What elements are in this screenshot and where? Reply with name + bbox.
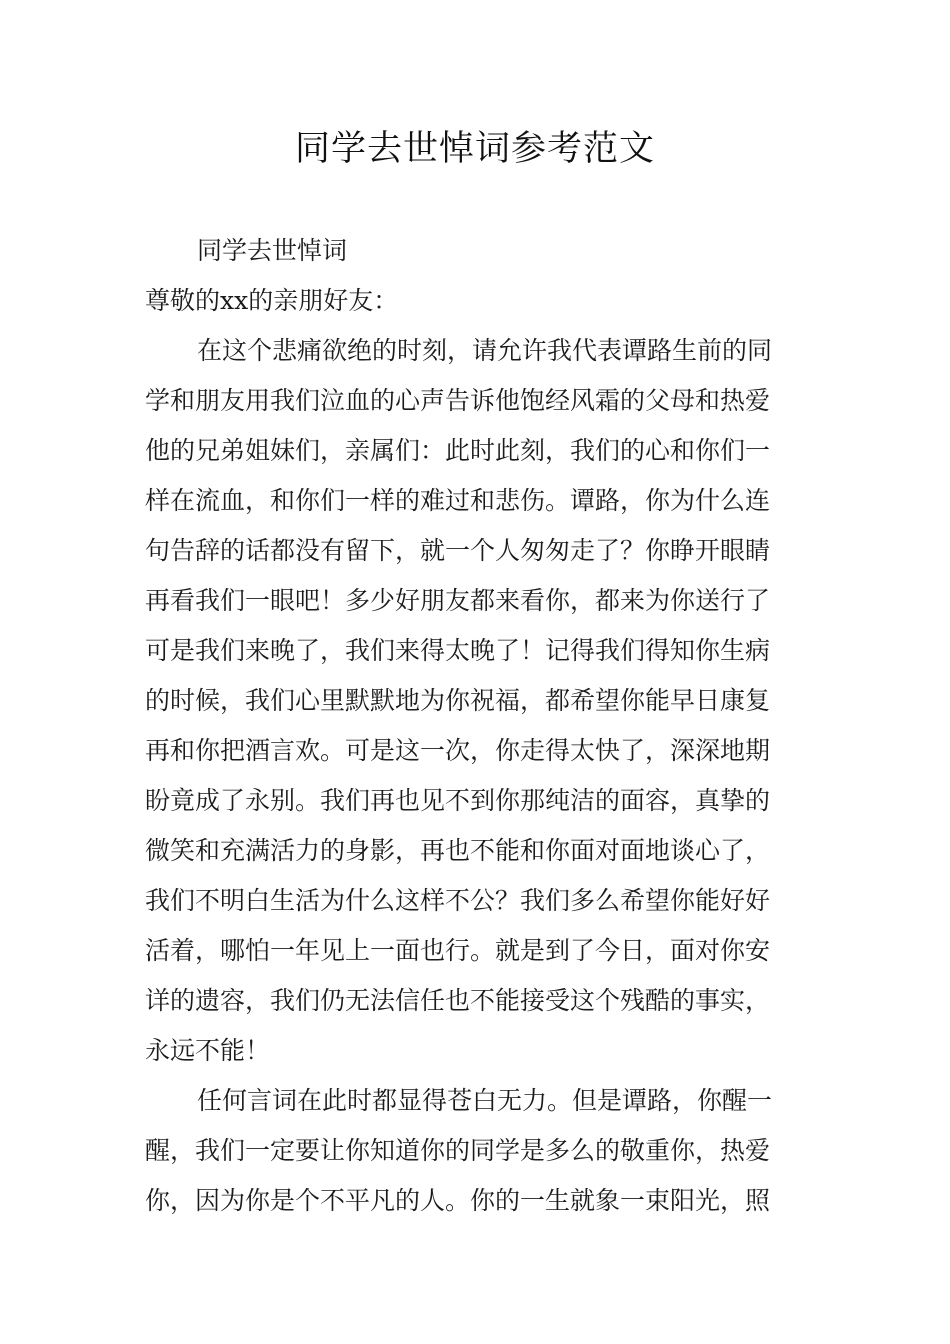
text-line: 他的兄弟姐妹们，亲属们：此时此刻，我们的心和你们一 (145, 436, 771, 465)
text-line: 学和朋友用我们泣血的心声告诉他饱经风霜的父母和热爱 (145, 386, 771, 415)
text-line: 我们不明白生活为什么这样不公？我们多么希望你能好好 (145, 886, 771, 915)
document-title: 同学去世悼词参考范文 (294, 129, 655, 169)
text-line: 任何言词在此时都显得苍白无力。但是谭路，你醒一 (197, 1086, 773, 1115)
text-line: 永远不能！ (145, 1036, 271, 1065)
text-line: 的时候，我们心里默默地为你祝福，都希望你能早日康复 (145, 686, 771, 715)
text-line: 再和你把酒言欢。可是这一次，你走得太快了，深深地期 (145, 736, 771, 765)
text-line: 微笑和充满活力的身影，再也不能和你面对面地谈心了， (145, 836, 771, 865)
text-line: 醒，我们一定要让你知道你的同学是多么的敬重你，热爱 (145, 1136, 771, 1165)
text-line: 在这个悲痛欲绝的时刻，请允许我代表谭路生前的同 (197, 336, 773, 365)
text-line: 再看我们一眼吧！多少好朋友都来看你，都来为你送行了 (145, 586, 771, 615)
text-line: 句告辞的话都没有留下，就一个人匆匆走了？你睁开眼睛 (145, 536, 771, 565)
text-line: 同学去世悼词 (197, 236, 348, 265)
text-line: 详的遗容，我们仍无法信任也不能接受这个残酷的事实， (145, 986, 771, 1015)
text-line: 可是我们来晚了，我们来得太晚了！记得我们得知你生病 (145, 636, 771, 665)
text-line: 你，因为你是个不平凡的人。你的一生就象一束阳光，照 (145, 1186, 771, 1215)
text-line: 活着，哪怕一年见上一面也行。就是到了今日，面对你安 (145, 936, 771, 965)
text-line: 盼竟成了永别。我们再也见不到你那纯洁的面容，真挚的 (145, 786, 771, 815)
document-body (145, 226, 810, 1226)
text-line: 样在流血，和你们一样的难过和悲伤。谭路，你为什么连 (145, 486, 771, 515)
text-line: 尊敬的xx的亲朋好友： (145, 286, 399, 315)
